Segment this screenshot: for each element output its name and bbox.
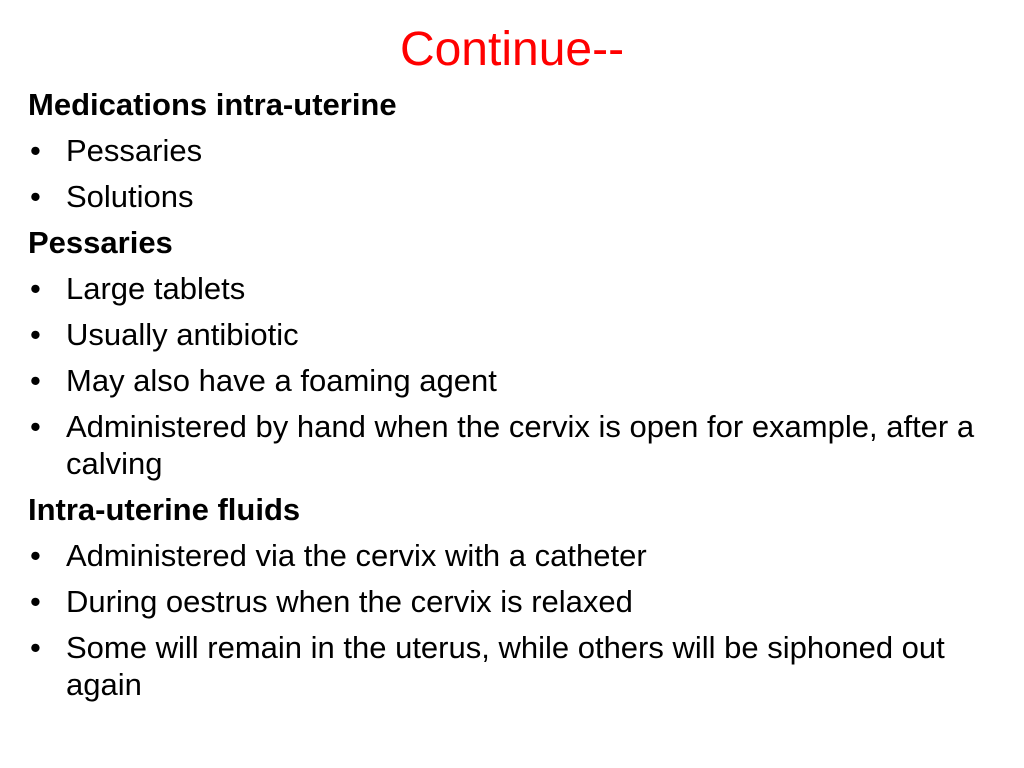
- list-item: [28, 537, 998, 574]
- bullet-icon: •: [30, 538, 41, 573]
- section-heading: Pessaries: [28, 225, 173, 260]
- list-item: [28, 132, 998, 169]
- section-intra-uterine-fluids: [28, 491, 998, 703]
- bullet-icon: •: [30, 133, 41, 168]
- bullet-icon: •: [30, 409, 41, 444]
- list-item-text: During oestrus when the cervix is relaxed: [66, 584, 633, 619]
- list-item-text: Administered via the cervix with a catheter: [66, 538, 647, 573]
- bullet-icon: •: [30, 271, 41, 306]
- list-item: [28, 408, 998, 482]
- bullet-icon: •: [30, 363, 41, 398]
- list-item: [28, 629, 998, 703]
- list-item-text: Large tablets: [66, 271, 246, 306]
- bullet-icon: •: [30, 584, 41, 619]
- slide-title: Continue--: [399, 23, 625, 76]
- list-item-text: May also have a foaming agent: [66, 363, 497, 398]
- section-medications-intra-uterine: [28, 86, 998, 215]
- slide-content: [28, 86, 998, 712]
- list-item: [28, 270, 998, 307]
- list-item: [28, 178, 998, 215]
- list-item-text: Usually antibiotic: [66, 317, 299, 352]
- bullet-icon: •: [30, 179, 41, 214]
- list-item-text: Administered by hand when the cervix is open for example, after a calving: [66, 409, 975, 481]
- bullet-icon: •: [30, 317, 41, 352]
- list-item: [28, 362, 998, 399]
- section-heading: Medications intra-uterine: [28, 87, 397, 122]
- bullet-list: [28, 537, 998, 703]
- list-item: [28, 583, 998, 620]
- list-item-text: Some will remain in the uterus, while others will be siphoned out again: [66, 630, 945, 702]
- bullet-list: [28, 270, 998, 482]
- list-item-text: Solutions: [66, 179, 194, 214]
- section-heading: Intra-uterine fluids: [28, 492, 301, 527]
- bullet-icon: •: [30, 630, 41, 665]
- list-item-text: Pessaries: [66, 133, 203, 168]
- list-item: [28, 316, 998, 353]
- section-pessaries: [28, 224, 998, 482]
- bullet-list: [28, 132, 998, 215]
